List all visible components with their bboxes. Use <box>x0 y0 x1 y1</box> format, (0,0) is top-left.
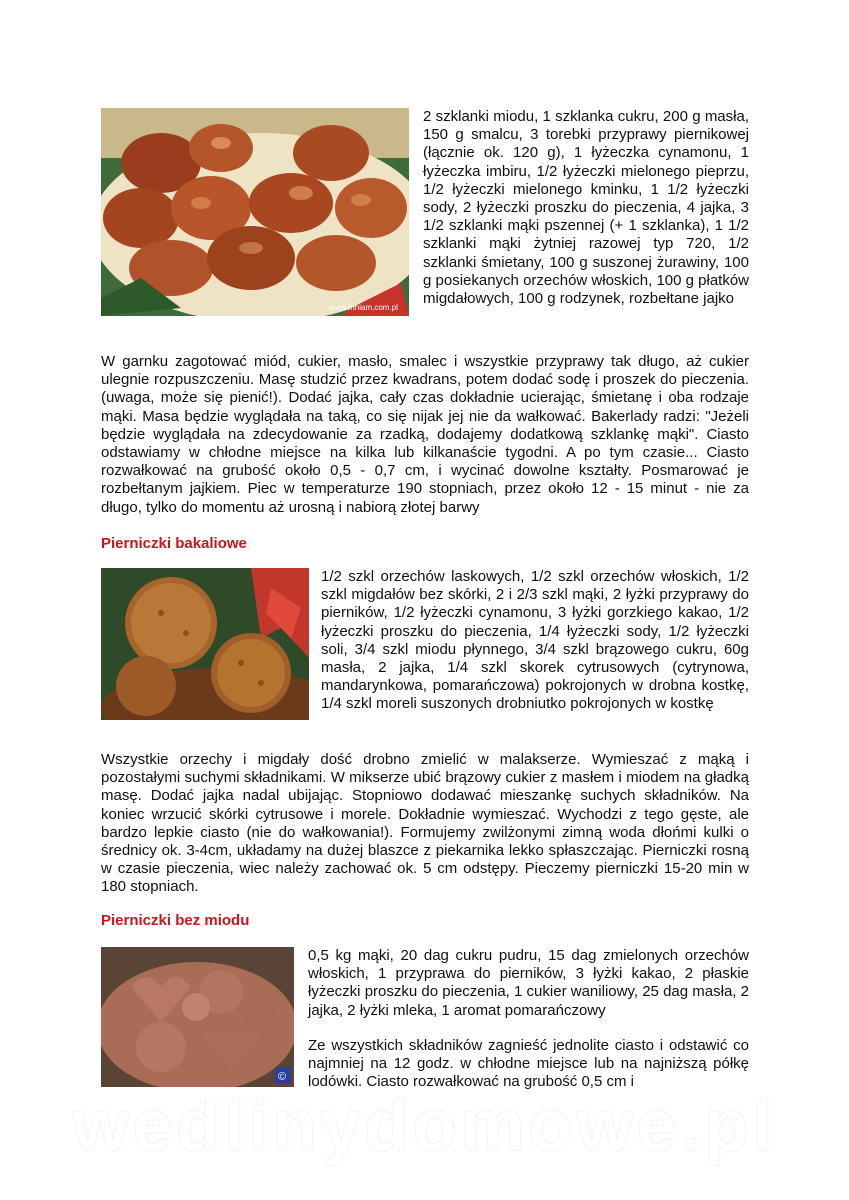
svg-text:©: © <box>278 1071 287 1083</box>
cocoa-cookies-photo <box>101 947 294 1087</box>
recipe2-ingredients-block <box>101 568 749 726</box>
photo-caption: www.mniam.com.pl <box>329 303 398 312</box>
recipe3-title: Pierniczki bez miodu <box>101 912 250 929</box>
recipe3-ingredients: 0,5 kg mąki, 20 dag cukru pudru, 15 dag zmielonych orzechów włoskich, 1 przyprawa do pierników, 3 łyżki kakao, 2 płaskie łyżeczki proszku do pieczenia, 1 cukier waniliowy, 25 dag masła, 2 jajka, 2 łyżki mleka, 1 aromat pomarańczowy <box>308 947 749 1019</box>
recipe2-method: Wszystkie orzechy i migdały dość drobno zmielić w malakserze. Wymieszać z mąką i pozostałymi suchymi składnikami. W mikserze ubić brązowy cukier z masłem i miodem na gładką masę. Dodać jajka nadal ubijając. Stopniowo dodawać mieszankę suchych składników. Na koniec wrzucić skórki cytrusowe i morele. Dokładnie wymieszać. Wychodzi z tego gęste, ale bardzo lepkie ciasto (nie do wałkowania!). Formujemy zwilżonymi zimną woda dłońmi kulki o średnicy ok. 3-4cm, układamy na dużej blaszce z piekarnika lekko spłaszczając. Pierniczki rosną w czasie pieczenia, wiec należy zachować ok. 5 cm odstępy. Pieczemy pierniczki 15-20 min w 180 stopniach. <box>101 751 749 896</box>
gingerbread-cookies-photo <box>101 568 309 720</box>
watermark: wedlinydomowe.pl <box>72 1086 777 1166</box>
recipe3-block <box>101 947 749 1091</box>
recipe3-method: Ze wszystkich składników zagnieść jednolite ciasto i odstawić co najmniej na 12 godz. w chłodne miejsce lub na najniższą półkę lodówki. Ciasto rozwałkować na grubość 0,5 cm i <box>308 1036 749 1091</box>
recipe1-ingredients-text: 2 szklanki miodu, 1 szklanka cukru, 200 g masła, 150 g smalcu, 3 torebki przyprawy piernikowej (łącznie ok. 120 g), 1 łyżeczka cynamonu, 1 łyżeczka imbiru, 1/2 łyżeczki mielonego pieprzu, 1/2 łyżeczki mielonego kminku, 1 1/2 łyżeczki sody, 2 łyżeczki proszku do pieczenia, 4 jajka, 3 1/2 szklanki mąki pszennej (+ 1 szklanka), 1 1/2 szklanki mąki żytniej razowej typ 720, 1/2 szklanki śmietany, 100 g suszonej żurawiny, 100 g posiekanych orzechów włoskich, 100 g płatków migdałowych, 100 g rodzynek, rozbełtane jajko <box>423 108 750 308</box>
recipe2-title: Pierniczki bakaliowe <box>101 535 247 552</box>
recipe1-method: W garnku zagotować miód, cukier, masło, smalec i wszystkie przyprawy tak długo, aż cukier ulegnie rozpuszczeniu. Masę studzić przez kwadrans, potem dodać sodę i proszek do pieczenia. (uwaga, może się pienić!). Dodać jajka, cały czas dokładnie ucierając, śmietanę i oba rodzaje mąki. Masa będzie wyglądała na taką, co się nijak jej nie da wałkować. Bakerlady radzi: "Jeżeli będzie wyglądała na zdecydowanie za rzadką, dodajemy dodatkową szklankę mąki". Ciasto odstawiamy w chłodne miejsce na kilka lub kilkanaście tygodni. A po tym czasie... Ciasto rozwałkować na grubość około 0,5 - 0,7 cm, i wycinać dowolne kształty. Posmarować je rozbełtanym jajkiem. Piec w temperaturze 190 stopniach, przez około 12 - 15 minut - nie za długo, tylko do momentu aż urosną i nabiorą złotej barwy <box>101 353 749 516</box>
gingerbread-glazed-photo <box>101 108 409 316</box>
recipe1-ingredients-block <box>101 108 749 318</box>
recipe2-ingredients-text: 1/2 szkl orzechów laskowych, 1/2 szkl orzechów włoskich, 1/2 szkl migdałów bez skórki, 2 i 2/3 szkl mąki, 2 łyżki przyprawy do pierników, 1/2 łyżeczki cynamonu, 3 łyżki gorzkiego kakao, 1/2 łyżeczki proszku do pieczenia, 1/4 łyżeczki sody, 1/2 łyżeczki soli, 3/4 szkl miodu płynnego, 3/4 szkl brązowego cukru, 60g masła, 2 jajka, 1/4 szkl skorek cytrusowych (cytrynowa, mandarynkowa, pomarańczowa) pokrojonych w drobna kostkę, 1/4 szkl moreli suszonych drobniutko pokrojonych w kostkę <box>321 568 749 713</box>
